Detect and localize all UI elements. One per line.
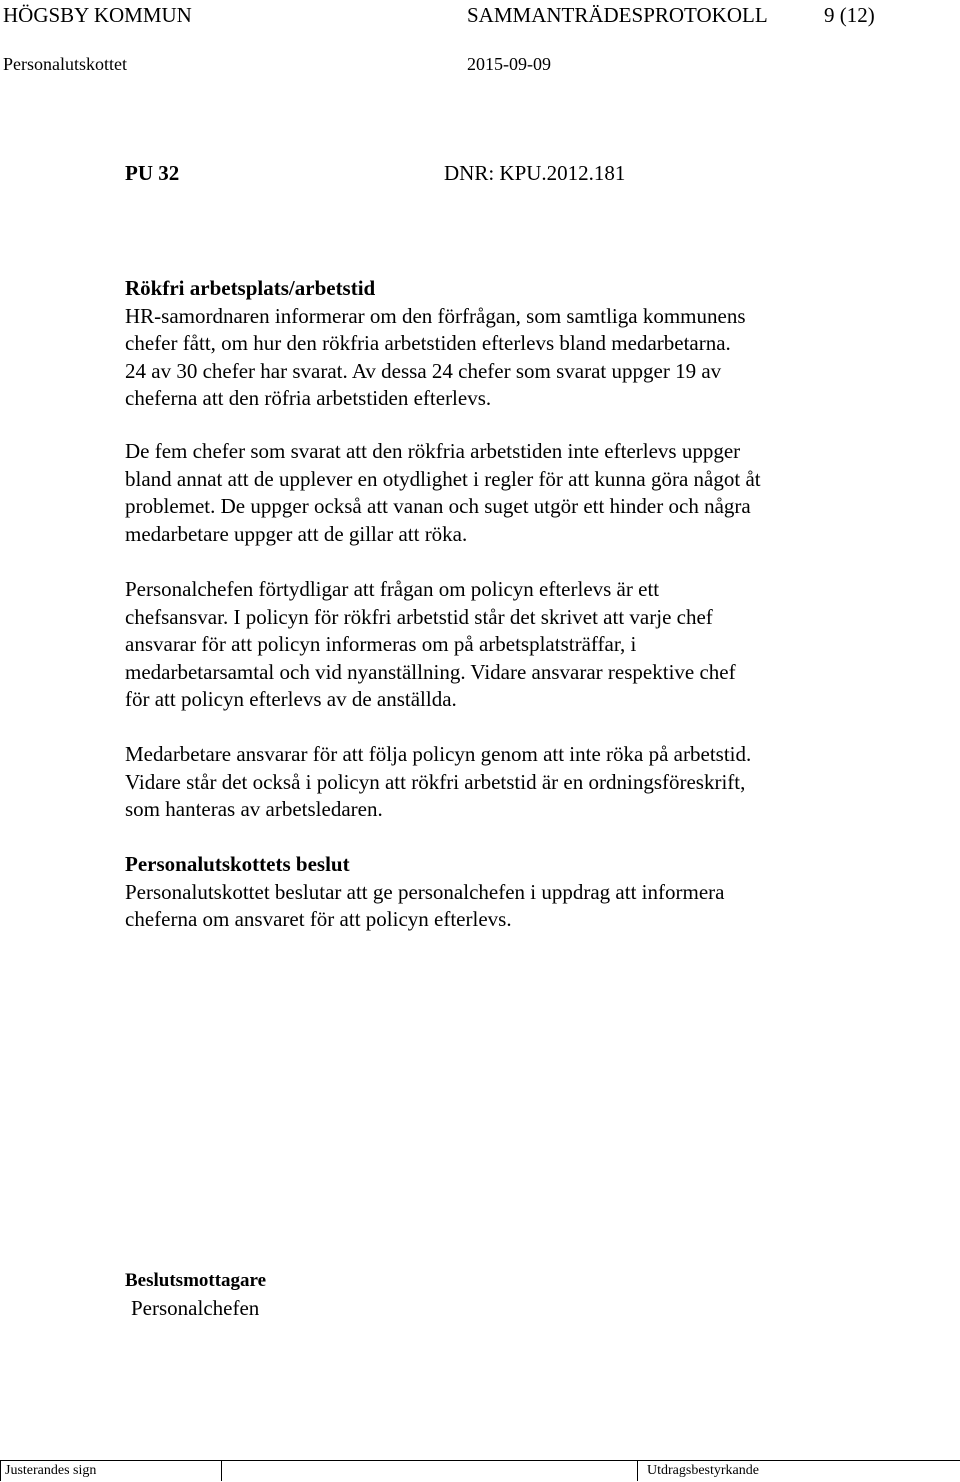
- body-line: bland annat att de upplever en otydlighet i regler för att kunna göra något åt: [125, 466, 761, 491]
- header-page-number: 9 (12): [824, 3, 875, 27]
- paragraph-employees: [125, 741, 751, 824]
- section-heading: Rökfri arbetsplats/arbetstid: [125, 276, 376, 300]
- case-number: PU 32: [125, 161, 180, 185]
- footer-rule: [0, 1460, 960, 1461]
- header-document-type: SAMMANTRÄDESPROTOKOLL: [467, 3, 768, 27]
- body-line: medarbetarsamtal och vid nyanställning. Vidare ansvarar respektive chef: [125, 659, 736, 684]
- recipients-label: Beslutsmottagare: [125, 1270, 267, 1291]
- footer-divider: [221, 1461, 222, 1481]
- section-smoke-free: [125, 275, 746, 413]
- footer-extract-label: Utdragsbestyrkande: [647, 1463, 759, 1478]
- body-line: problemet. De uppger också att vanan och suget utgör ett hinder och några: [125, 494, 751, 518]
- header-date: 2015-09-09: [467, 54, 551, 74]
- footer-sign-label: Justerandes sign: [5, 1463, 97, 1478]
- header-organization: HÖGSBY KOMMUN: [3, 3, 192, 27]
- body-line: cheferna om ansvaret för att policyn efterlevs.: [125, 907, 512, 931]
- body-line: för att policyn efterlevs av de anställda.: [125, 687, 457, 711]
- body-line: medarbetare uppger att de gillar att röka.: [125, 521, 468, 546]
- paragraph-five-managers: [125, 438, 761, 548]
- body-line: 24 av 30 chefer har svarat. Av dessa 24 chefer som svarat uppger 19 av: [125, 358, 722, 383]
- paragraph-hr-manager: [125, 576, 736, 714]
- body-line: Medarbetare ansvarar för att följa policyn genom att inte röka på arbetstid.: [125, 742, 752, 766]
- decision-heading: Personalutskottets beslut: [125, 852, 350, 876]
- section-decision: [125, 851, 724, 934]
- footer-divider: [637, 1461, 638, 1481]
- footer-divider: [0, 1461, 1, 1481]
- body-line: Vidare står det också i policyn att rökfri arbetstid är en ordningsföreskrift,: [125, 769, 746, 794]
- body-line: Personalchefen förtydligar att frågan om policyn efterlevs är ett: [125, 577, 660, 601]
- body-line: chefer fått, om hur den rökfria arbetstiden efterlevs bland medarbetarna.: [125, 331, 731, 355]
- recipients-value: Personalchefen: [131, 1296, 260, 1320]
- body-line: HR-samordnaren informerar om den förfrågan, som samtliga kommunens: [125, 303, 746, 328]
- body-line: De fem chefer som svarat att den rökfria arbetstiden inte efterlevs uppger: [125, 439, 741, 463]
- case-dnr: DNR: KPU.2012.181: [444, 161, 626, 185]
- body-line: chefsansvar. I policyn för rökfri arbetstid står det skrivet att varje chef: [125, 604, 713, 629]
- header-committee: Personalutskottet: [3, 54, 127, 74]
- body-line: cheferna att den röfria arbetstiden efterlevs.: [125, 386, 492, 410]
- body-line: som hanteras av arbetsledaren.: [125, 797, 383, 821]
- body-line: Personalutskottet beslutar att ge personalchefen i uppdrag att informera: [125, 879, 725, 904]
- body-line: ansvarar för att policyn informeras om på arbetsplatsträffar, i: [125, 632, 637, 656]
